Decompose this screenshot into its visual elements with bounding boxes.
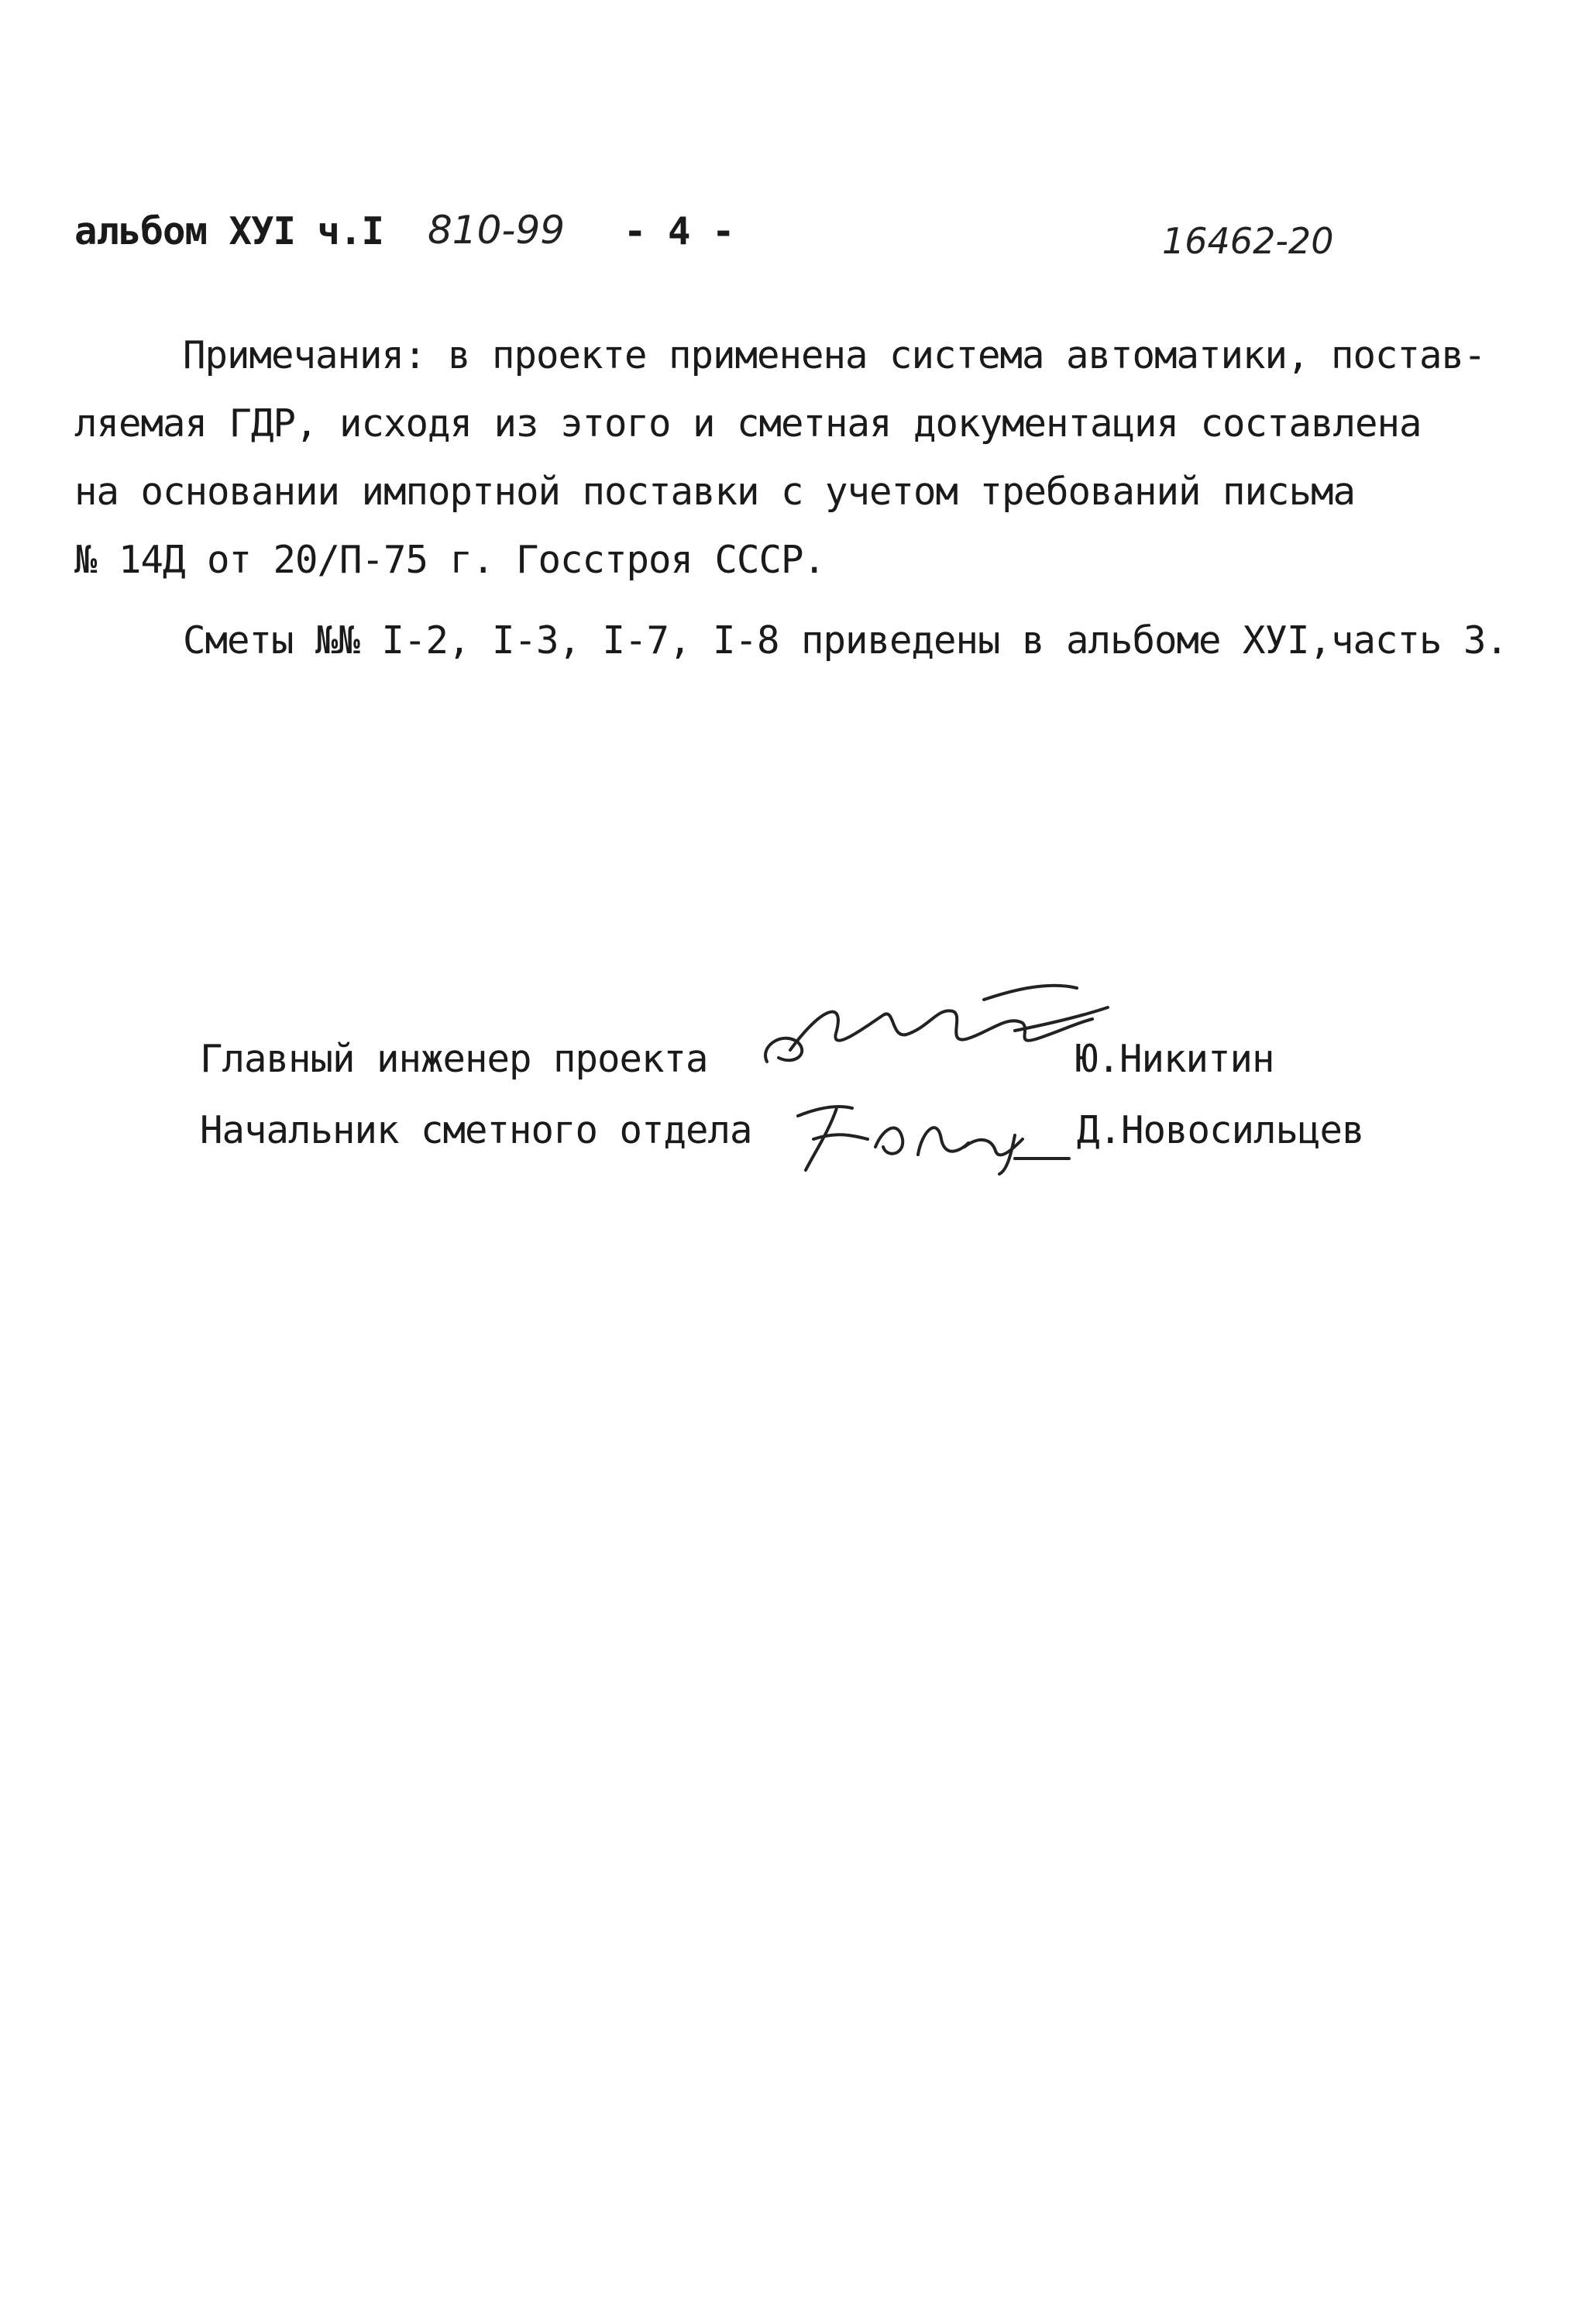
series-handwritten: 810-99 (428, 208, 566, 253)
estimates-line: Сметы №№ I-2, I-3, I-7, I-8 приведены в альбоме XУI,часть 3. (183, 618, 1508, 663)
notes-line-1: Примечания: в проекте применена система автоматики, постав- (183, 333, 1486, 377)
doc-number-handwritten: 16462-20 (1162, 220, 1334, 262)
page-number: - 4 - (624, 209, 734, 253)
chief-engineer-name: Ю.Никитин (1075, 1037, 1274, 1081)
estimate-head-name: Д.Новосильцев (1077, 1108, 1364, 1152)
notes-line-4: № 14Д от 20/П-75 г. Госстроя СССР. (74, 538, 826, 582)
album-label: альбом XУI ч.I (74, 209, 384, 253)
chief-engineer-title: Главный инженер проекта (200, 1037, 708, 1081)
estimate-head-title: Начальник сметного отдела (200, 1108, 752, 1152)
estimate-head-signature (782, 1085, 1077, 1178)
notes-line-3: на основании импортной поставки с учетом требований письма (74, 470, 1356, 514)
chief-engineer-signature (751, 976, 1116, 1085)
notes-line-2: ляемая ГДР, исходя из этого и сметная документация составлена (74, 401, 1422, 446)
